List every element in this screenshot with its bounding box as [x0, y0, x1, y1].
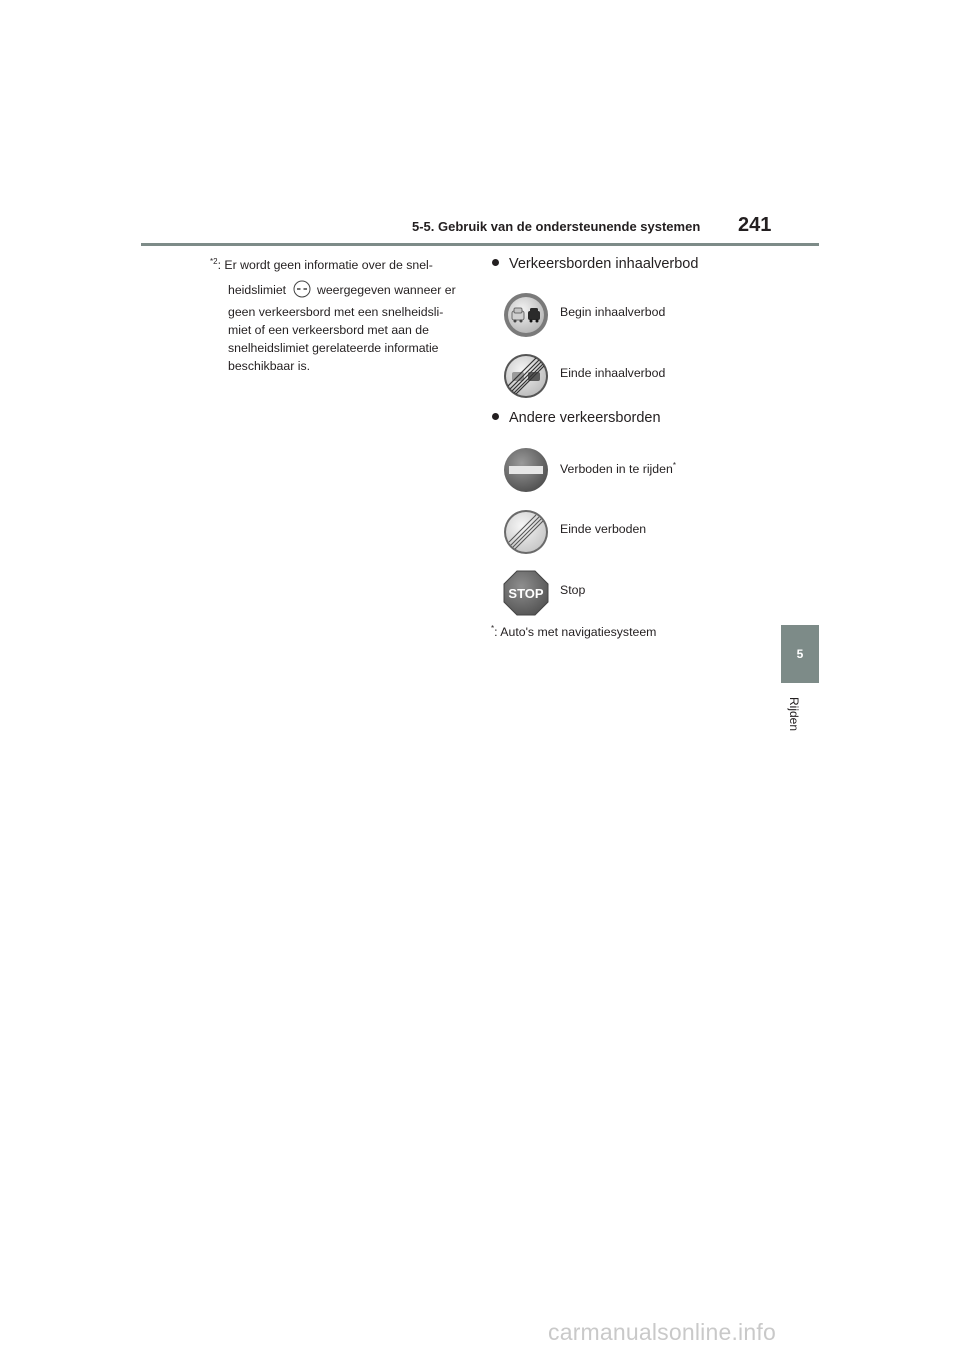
- footnote-2: [210, 256, 472, 375]
- stop-sign-text: STOP: [508, 586, 544, 601]
- footnote-line-1: : Er wordt geen informatie over de snel-: [217, 258, 433, 272]
- header-divider: [141, 243, 819, 246]
- sign-label-no-entry: [560, 461, 676, 476]
- section-title: 5-5. Gebruik van de ondersteunende systemen: [412, 219, 701, 234]
- bullet-icon: [492, 413, 499, 420]
- footnote-marker: *: [672, 461, 676, 470]
- chapter-label-text: Rijden: [787, 696, 801, 732]
- no-entry-sign-icon: [503, 447, 549, 493]
- footnote-line-2b: weergegeven wanneer er: [316, 283, 456, 297]
- chapter-tab[interactable]: 5: [781, 625, 819, 683]
- footnote-line-4: miet of een verkeersbord met aan de: [228, 323, 429, 337]
- footnote-line-3: geen verkeersbord met een snelheidsli-: [228, 305, 444, 319]
- sign-label-stop: Stop: [560, 583, 586, 597]
- watermark: carmanualsonline.info: [548, 1319, 776, 1345]
- bullet-icon: [492, 259, 499, 266]
- speed-limit-unknown-icon: [293, 280, 311, 298]
- footnote-marker: *: [491, 624, 495, 633]
- overtaking-heading-text: Verkeersborden inhaalverbod: [509, 256, 699, 272]
- chapter-label: [787, 693, 801, 735]
- footnote-line-6: beschikbaar is.: [228, 359, 311, 373]
- overtaking-heading: [492, 256, 698, 272]
- footnote-navigation: [491, 625, 656, 639]
- page-number: 241: [738, 214, 772, 236]
- other-signs-heading-text: Andere verkeersborden: [509, 410, 661, 426]
- no-overtaking-sign-icon: [503, 292, 549, 338]
- end-no-overtaking-sign-icon: [503, 353, 549, 399]
- sign-label-end-of-restrictions: Einde verboden: [560, 522, 647, 536]
- stop-sign-icon: [503, 570, 549, 616]
- footnote-marker: *2: [210, 257, 218, 266]
- other-signs-heading: [492, 410, 661, 426]
- footnote-line-2a: heidslimiet: [228, 283, 287, 297]
- sign-label-no-entry-text: Verboden in te rijden: [560, 462, 673, 477]
- footnote-line-5: snelheidslimiet gerelateerde informatie: [228, 341, 439, 355]
- sign-label-no-overtaking: Begin inhaalverbod: [560, 305, 666, 319]
- end-of-restrictions-sign-icon: [503, 509, 549, 555]
- footnote-text: : Auto's met navigatiesysteem: [494, 625, 657, 639]
- sign-label-end-no-overtaking: Einde inhaalverbod: [560, 366, 666, 380]
